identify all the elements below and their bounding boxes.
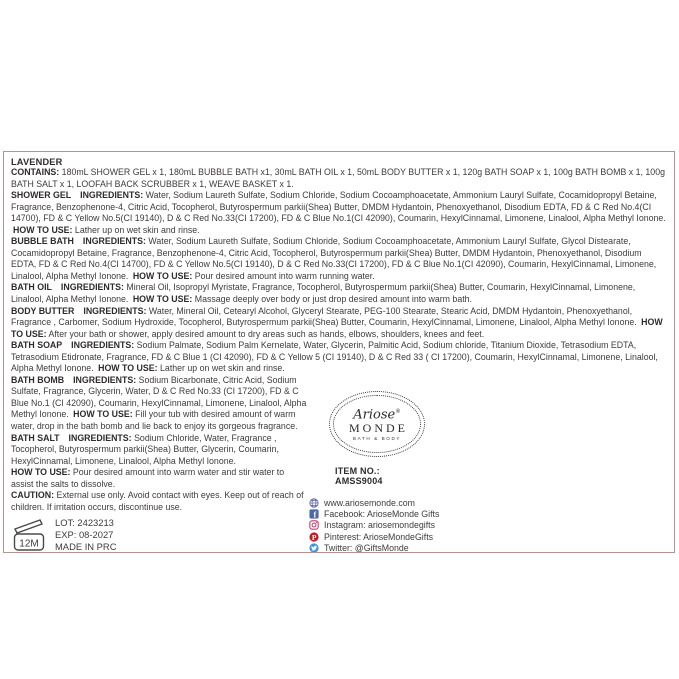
ingredients-label: INGREDIENTS: (82, 236, 146, 247)
ingredients-label: INGREDIENTS: (68, 432, 132, 443)
contains-paragraph (11, 167, 668, 190)
bath-salt-how-to-use (11, 467, 309, 490)
item-number: ITEM NO.: AMSS9004 (335, 465, 383, 486)
how-to-use-text: Lather up on wet skin and rinse. (160, 363, 285, 374)
section-name: BUBBLE BATH (11, 236, 74, 247)
section-shower-gel (11, 190, 668, 236)
facebook-icon (309, 509, 319, 519)
made-in: MADE IN PRC (55, 541, 117, 552)
registered-mark: ® (395, 409, 401, 416)
section-bath-soap (11, 340, 668, 375)
how-to-use-text: Fill your tub with desired amount of warm water, drop in the bath bomb and lie back to enjoy its gorgeous fragrance. (11, 409, 298, 432)
lower-left-column (11, 375, 309, 553)
instagram-text: Instagram: ariosemondegifts (324, 520, 435, 531)
how-to-use-label: HOW TO USE: (132, 294, 193, 305)
section-name: BATH SOAP (11, 340, 63, 351)
twitter-icon (309, 543, 319, 553)
pinterest-text: Pinterest: ArioseMondeGifts (324, 531, 434, 542)
how-to-use-text: After your bath or shower, apply desired amount to dry areas such as hands, elbows, shoulders, knees and feet. (48, 328, 485, 339)
how-to-use-text: Pour desired amount into warm water and stir water to assist the salts to dissolve. (11, 467, 285, 489)
website-text: www.ariosemonde.com (324, 497, 415, 508)
section-name: BATH OIL (11, 282, 52, 293)
label-frame (3, 151, 675, 553)
social-links (309, 497, 668, 553)
brand-logo (329, 391, 425, 486)
ingredients-text: Water, Sodium Laureth Sulfate, Sodium Chloride, Sodium Cocoamphoacetate, Ammonium Lauryl Sulfate, Cocamidopropyl Betaine, Fragrance, Benzophenone-4, Citric Acid, Tocopherol, Butyrospermum parkii(Shea) Butter, DMDM Hydantoin, Phenoxyethanol, Disodium EDTA, FD & C Red No.4(CI 14700), FD & C Yellow No.5(CI 19140), D & C Red No.33(CI 17200), FD & C Blue No.1(CI 42090), Coumarin, HexylCinnamal, Limonene, Linalool, Alpha Methyl Ionone. (11, 190, 666, 224)
logo-outer-oval (329, 391, 425, 457)
pinterest-row (309, 531, 668, 542)
section-body-butter (11, 306, 668, 341)
website-row (309, 497, 668, 508)
batch-lines (55, 517, 116, 552)
ingredients-label: INGREDIENTS: (73, 374, 137, 385)
caution-text: External use only. Avoid contact with eyes. Keep out of reach of children. If irritation occurs, discontinue use. (11, 490, 304, 512)
logo-inner-oval (333, 395, 421, 453)
how-to-use-text: Pour desired amount into warm running water. (194, 270, 375, 281)
twitter-text: Twitter: @GiftsMonde (324, 543, 409, 553)
svg-text:12M: 12M (19, 538, 39, 550)
ingredients-label: INGREDIENTS: (80, 190, 144, 201)
how-to-use-label: HOW TO USE: (11, 467, 71, 478)
ingredients-label: INGREDIENTS: (60, 282, 124, 293)
ingredients-text: Sodium Bicarbonate, Citric Acid, Sodium Sulfate, Fragrance, Glycerin, Water, D & C Red No.33 (CI 17200), FD & C Blue No.1 (CI 42090), Coumarin, HexylCinnamal, Limonene, Linalool, Alpha Methyl Ionone. (11, 374, 307, 420)
caution-label: CAUTION: (11, 490, 55, 501)
instagram-icon (309, 520, 319, 530)
svg-text:P: P (311, 532, 317, 542)
instagram-row (309, 520, 668, 531)
brand-name-caps: MONDE (349, 420, 408, 435)
ingredients-label: INGREDIENTS: (83, 305, 147, 316)
brand-name-script: Ariose® (353, 407, 401, 423)
brand-tagline: BATH & BODY (352, 435, 402, 441)
section-name: BATH BOMB (11, 374, 65, 385)
section-name: SHOWER GEL (11, 190, 72, 201)
batch-info (11, 517, 309, 553)
how-to-use-label: HOW TO USE: (73, 409, 133, 420)
section-bath-salt (11, 433, 309, 468)
globe-icon (309, 498, 319, 508)
lower-right-column (309, 375, 668, 553)
section-bath-oil (11, 282, 668, 305)
caution-paragraph (11, 490, 309, 513)
lower-two-column-area (11, 375, 668, 553)
expiry-date: EXP: 08-2027 (55, 529, 114, 541)
how-to-use-label: HOW TO USE: (11, 317, 663, 339)
facebook-row (309, 508, 668, 519)
pinterest-icon (309, 532, 319, 542)
how-to-use-label: HOW TO USE: (132, 270, 193, 281)
ingredients-label: INGREDIENTS: (71, 340, 135, 351)
contains-text: 180mL SHOWER GEL x 1, 180mL BUBBLE BATH x1, 30mL BATH OIL x 1, 50mL BODY BUTTER x 1, 120g BATH SOAP x 1, 100g BATH BOMB x 1, 100g BATH SALT x 1, LOOFAH BACK SCRUBBER x 1, WEAVE BASKET x 1. (11, 167, 665, 189)
how-to-use-text: Lather up on wet skin and rinse. (74, 224, 200, 235)
ingredients-text: Sodium Palmate, Sodium Palm Kernelate, Water, Glycerin, Palmitic Acid, Sodium chloride, Titanium Dioxide, Tetrasodium EDTA, Tetrasodium Etidronate, Fragrance, FD & C Blue 1 (CI 42090), FD & C Yellow 5 (CI 19140), D & C Red 33 ( CI 17200), Coumarin, HexylCinnamal, Limonene, Linalool, Alpha Methyl Ionone. (11, 340, 658, 374)
how-to-use-label: HOW TO USE: (13, 224, 73, 235)
section-name: BATH SALT (11, 432, 60, 443)
how-to-use-text: Massage deeply over body or just drop desired amount into warm bath. (194, 294, 473, 305)
pao-12m-open-jar-icon (11, 517, 49, 553)
how-to-use-label: HOW TO USE: (98, 363, 158, 374)
ingredients-text: Water, Sodium Laureth Sulfate, Sodium Chloride, Sodium Cocoamphoacetate, Ammonium Lauryl Sulfate, Glycol Distearate, Cocamidopropyl Betaine, Fragrance, Benzophenone-4, Citric Acid, Tocopherol, Butyrospermum parkii(Shea) Butter, DMDM Hydantoin, Phenoxyethanol, Disodium EDTA, FD & C Red No.4(CI 14700), FD & C Yellow No.5(CI 19140), D & C Red No.33(CI 17200), FD & C Blue No.1(CI 42090), Coumarin, HexylCinnamal, Limonene, Linalool, Alpha Methyl Ionone. (11, 236, 657, 281)
ingredients-text: Sodium Chloride, Water, Fragrance , Tocopherol, Butyrospermum parkii(Shea) Butter, Glycerin, Coumarin, HexylCinnamal, Limonene, Linalool, Alpha Methyl Ionone. (11, 432, 279, 466)
contains-label: CONTAINS: (11, 167, 60, 177)
lot-number: LOT: 2423213 (55, 517, 114, 529)
product-title: LAVENDER (11, 157, 63, 167)
facebook-text: Facebook: ArioseMonde Gifts (324, 508, 440, 519)
section-bath-bomb (11, 375, 309, 433)
ingredients-text: Mineral Oil, Isopropyl Myristate, Fragrance, Tocopherol, Butyrospermum parkii(Shea) Butter, Coumarin, HexylCinnamal, Limonene, Linalool, Alpha Methyl Ionone. (11, 282, 636, 305)
section-name: BODY BUTTER (11, 305, 75, 316)
ingredients-text: Water, Mineral Oil, Cetearyl Alcohol, Glyceryl Stearate, PEG-100 Stearate, Stearic Acid, DMDM Hydantoin, Phenoxyethanol, Fragrance , Carbomer, Sodium Hydroxide, Tocopherol, Butyrospermum parkii(Shea) Butter, Coumarin, HexylCinnamal, Limonene, Linalool, Alpha Methyl Ionone. (11, 305, 637, 328)
section-bubble-bath (11, 236, 668, 282)
twitter-row (309, 542, 668, 553)
svg-text:f: f (313, 510, 317, 519)
